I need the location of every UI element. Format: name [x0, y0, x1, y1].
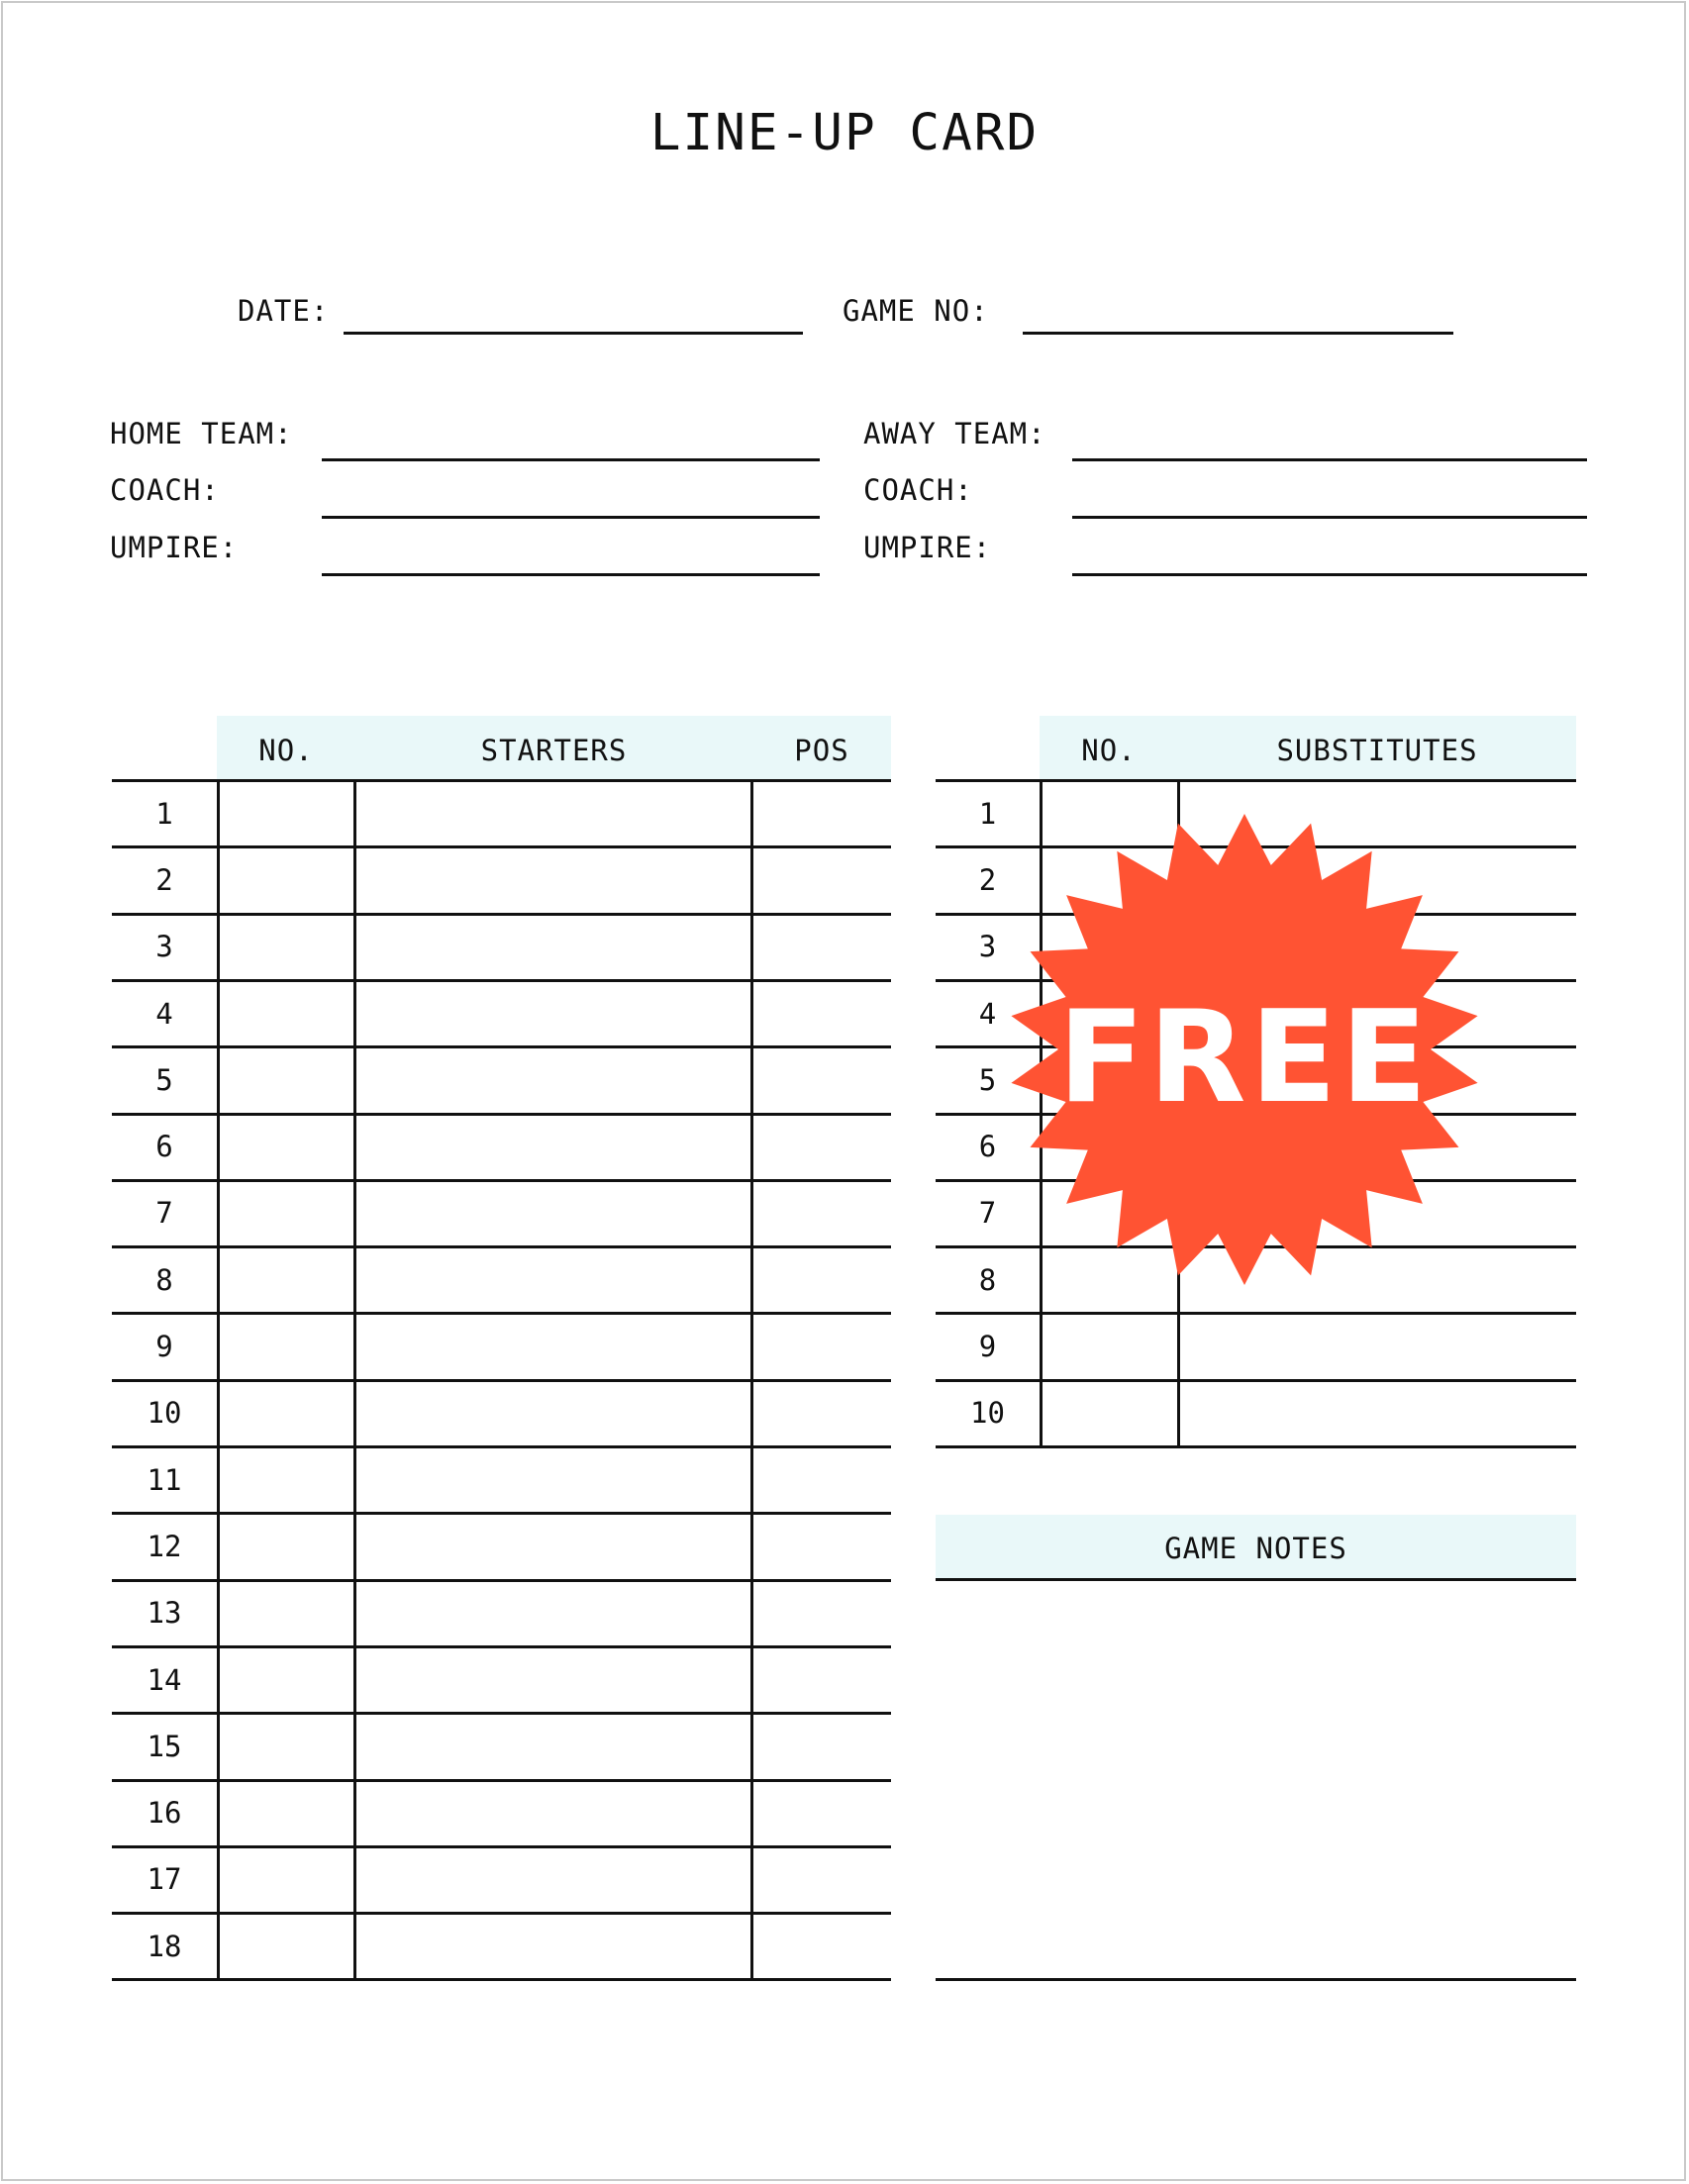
home-umpire-label: UMPIRE:: [110, 531, 239, 564]
substitute-row-number: 4: [978, 997, 997, 1031]
starters-header-pos: POS: [794, 734, 849, 767]
substitute-row-number: 7: [978, 1196, 997, 1230]
starter-name-cell[interactable]: [356, 982, 750, 1044]
starter-name-cell[interactable]: [356, 1915, 750, 1977]
starter-pos-cell[interactable]: [753, 782, 891, 844]
date-label: DATE:: [238, 294, 330, 328]
home-coach-field[interactable]: [322, 516, 820, 519]
starter-pos-cell[interactable]: [753, 982, 891, 1044]
starter-pos-cell[interactable]: [753, 1848, 891, 1911]
starter-no-cell[interactable]: [220, 1248, 353, 1311]
starter-name-cell[interactable]: [356, 782, 750, 844]
starter-name-cell[interactable]: [356, 848, 750, 911]
starter-no-cell[interactable]: [220, 1715, 353, 1777]
starter-no-cell[interactable]: [220, 916, 353, 978]
starter-pos-cell[interactable]: [753, 1182, 891, 1244]
starter-row-number: 6: [155, 1130, 173, 1163]
starter-no-cell[interactable]: [220, 1382, 353, 1444]
substitute-row-number: 9: [978, 1330, 997, 1363]
starter-row-rule: [112, 1978, 891, 1981]
starter-pos-cell[interactable]: [753, 1648, 891, 1711]
starter-pos-cell[interactable]: [753, 1515, 891, 1577]
starter-row-number: 2: [155, 863, 173, 897]
starter-pos-cell[interactable]: [753, 1715, 891, 1777]
starter-pos-cell[interactable]: [753, 1315, 891, 1377]
starters-column-divider: [217, 779, 220, 1981]
starter-row-number: 9: [155, 1330, 173, 1363]
starter-row-number: 1: [155, 797, 173, 831]
date-field[interactable]: [344, 332, 803, 335]
starburst-icon: [1002, 807, 1487, 1292]
starter-name-cell[interactable]: [356, 1648, 750, 1711]
starter-pos-cell[interactable]: [753, 1248, 891, 1311]
starter-row-number: 18: [147, 1930, 182, 1963]
starter-no-cell[interactable]: [220, 1448, 353, 1511]
substitute-name-cell[interactable]: [1180, 1315, 1576, 1377]
starter-row-number: 10: [147, 1396, 182, 1430]
starter-no-cell[interactable]: [220, 1048, 353, 1111]
starter-name-cell[interactable]: [356, 916, 750, 978]
free-badge: [1002, 807, 1487, 1292]
substitute-row-number: 10: [970, 1396, 1005, 1430]
starters-header-no: NO.: [258, 734, 314, 767]
badge-label: FREE: [1057, 984, 1432, 1132]
away-umpire-label: UMPIRE:: [863, 531, 992, 564]
game-notes-bottom-rule: [936, 1978, 1576, 1981]
substitute-row-number: 5: [978, 1063, 997, 1097]
substitute-row-number: 8: [978, 1263, 997, 1297]
starter-pos-cell[interactable]: [753, 916, 891, 978]
game-no-label: GAME NO:: [843, 294, 989, 328]
starter-no-cell[interactable]: [220, 782, 353, 844]
game-notes-area[interactable]: [936, 1581, 1576, 1977]
away-coach-label: COACH:: [863, 473, 973, 507]
starter-row-number: 11: [147, 1463, 182, 1497]
substitutes-header-no: NO.: [1081, 734, 1137, 767]
substitute-name-cell[interactable]: [1180, 1382, 1576, 1444]
starter-pos-cell[interactable]: [753, 1116, 891, 1178]
starter-no-cell[interactable]: [220, 1582, 353, 1644]
starter-no-cell[interactable]: [220, 1915, 353, 1977]
starter-no-cell[interactable]: [220, 1848, 353, 1911]
starter-no-cell[interactable]: [220, 1515, 353, 1577]
away-coach-field[interactable]: [1072, 516, 1587, 519]
starter-no-cell[interactable]: [220, 1648, 353, 1711]
starters-header-name: STARTERS: [480, 734, 628, 767]
starter-pos-cell[interactable]: [753, 1915, 891, 1977]
starter-name-cell[interactable]: [356, 1182, 750, 1244]
starter-name-cell[interactable]: [356, 1715, 750, 1777]
starter-pos-cell[interactable]: [753, 1582, 891, 1644]
home-umpire-field[interactable]: [322, 573, 820, 576]
starter-name-cell[interactable]: [356, 1582, 750, 1644]
home-coach-label: COACH:: [110, 473, 220, 507]
starter-name-cell[interactable]: [356, 1515, 750, 1577]
starter-pos-cell[interactable]: [753, 1448, 891, 1511]
starter-no-cell[interactable]: [220, 1182, 353, 1244]
starter-row-number: 3: [155, 930, 173, 963]
starter-no-cell[interactable]: [220, 1116, 353, 1178]
substitutes-header-name: SUBSTITUTES: [1276, 734, 1478, 767]
starter-row-number: 12: [147, 1530, 182, 1563]
starter-row-number: 14: [147, 1663, 182, 1697]
game-notes-title: GAME NOTES: [1164, 1532, 1347, 1565]
starter-pos-cell[interactable]: [753, 1782, 891, 1844]
starter-pos-cell[interactable]: [753, 1048, 891, 1111]
starter-no-cell[interactable]: [220, 848, 353, 911]
away-umpire-field[interactable]: [1072, 573, 1587, 576]
home-team-field[interactable]: [322, 458, 820, 461]
substitute-no-cell[interactable]: [1043, 1315, 1177, 1377]
substitute-row-number: 1: [978, 797, 997, 831]
starter-row-number: 16: [147, 1796, 182, 1830]
starter-name-cell[interactable]: [356, 1782, 750, 1844]
starter-name-cell[interactable]: [356, 1382, 750, 1444]
page-title: LINE-UP CARD: [649, 104, 1040, 162]
away-team-label: AWAY TEAM:: [863, 417, 1046, 450]
substitute-no-cell[interactable]: [1043, 1382, 1177, 1444]
starter-pos-cell[interactable]: [753, 848, 891, 911]
starter-no-cell[interactable]: [220, 1782, 353, 1844]
starter-name-cell[interactable]: [356, 1848, 750, 1911]
starter-row-number: 7: [155, 1196, 173, 1230]
starter-row-number: 8: [155, 1263, 173, 1297]
substitute-row-number: 2: [978, 863, 997, 897]
game-no-field[interactable]: [1023, 332, 1453, 335]
starter-name-cell[interactable]: [356, 1448, 750, 1511]
starter-name-cell[interactable]: [356, 1248, 750, 1311]
starters-column-divider: [750, 779, 753, 1981]
starter-row-number: 15: [147, 1730, 182, 1763]
substitute-row-number: 3: [978, 930, 997, 963]
starter-pos-cell[interactable]: [753, 1382, 891, 1444]
away-team-field[interactable]: [1072, 458, 1587, 461]
starter-row-number: 4: [155, 997, 173, 1031]
starter-no-cell[interactable]: [220, 1315, 353, 1377]
home-team-label: HOME TEAM:: [110, 417, 293, 450]
starter-name-cell[interactable]: [356, 1048, 750, 1111]
starter-row-number: 5: [155, 1063, 173, 1097]
starter-no-cell[interactable]: [220, 982, 353, 1044]
starter-row-number: 17: [147, 1862, 182, 1896]
substitute-row-number: 6: [978, 1130, 997, 1163]
starter-name-cell[interactable]: [356, 1116, 750, 1178]
starters-column-divider: [353, 779, 356, 1981]
starter-row-number: 13: [147, 1596, 182, 1630]
starter-name-cell[interactable]: [356, 1315, 750, 1377]
substitute-row-rule: [936, 1445, 1576, 1448]
